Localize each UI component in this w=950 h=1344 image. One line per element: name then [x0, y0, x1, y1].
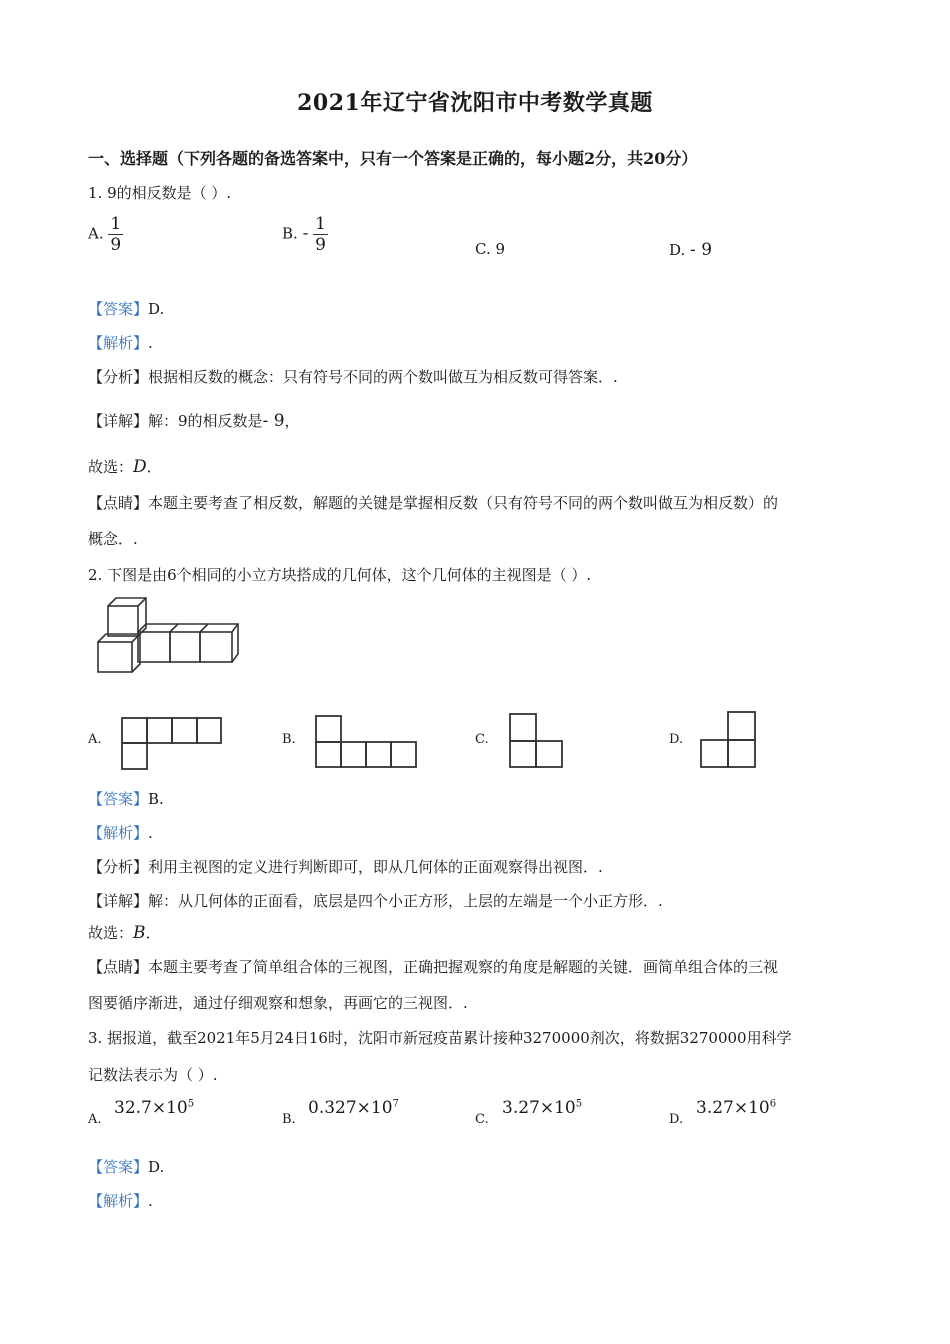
q2-option-c-figure [508, 712, 566, 770]
q1-detail: 【详解】解：9的相反数是- 9， [88, 411, 300, 431]
q3-option-a: $32.7\times 10^5$ [114, 1098, 195, 1118]
q3-stem: 3. 据报道，截至2021年5月24日16时，沈阳市新冠疫苗累计接种3270000剂次，将数据3270000用科学 [88, 1029, 792, 1047]
q1-comment: 【点睛】本题主要考查了相反数，解题的关键是掌握相反数（只有符号不同的两个数叫做互为相反数）的 [88, 494, 779, 512]
q2-option-b-figure [314, 714, 420, 770]
q1-stem: 1. 9的相反数是（ ）. [88, 184, 232, 202]
q2-answer: 【答案】B. [88, 790, 164, 808]
page-title: 2021年辽宁省沈阳市中考数学真题 [297, 90, 653, 116]
q2-option-a-label: A. [88, 732, 102, 747]
q2-comment-cont: 图要循序渐进，通过仔细观察和想象，再画它的三视图．. [88, 994, 468, 1012]
q2-option-c-label: C. [475, 732, 489, 747]
q2-option-b-label: B. [282, 732, 296, 747]
q1-analysis: 【解析】. [88, 334, 153, 352]
q1-option-d: D. - 9 [669, 240, 713, 260]
q2-comment: 【点睛】本题主要考查了简单组合体的三视图，正确把握观察的角度是解题的关键．画简单组合体的三视 [88, 958, 779, 976]
q3-option-d-label: D. [669, 1112, 684, 1127]
q2-option-d-label: D. [669, 732, 684, 747]
q1-option-a-fraction: $\frac{1}{9}$ [110, 214, 122, 255]
q3-option-a-label: A. [88, 1112, 102, 1127]
q2-stem: 2. 下图是由6个相同的小立方块搭成的几何体，这个几何体的主视图是（ ）. [88, 566, 592, 584]
q3-option-d: $3.27\times 10^6$ [696, 1098, 777, 1118]
q3-option-b: $0.327\times 10^7$ [308, 1098, 399, 1118]
q2-fenxi: 【分析】利用主视图的定义进行判断即可，即从几何体的正面观察得出视图．. [88, 858, 603, 876]
q2-choice: 故选：B． [88, 923, 161, 943]
q3-answer: 【答案】D. [88, 1158, 165, 1176]
q3-option-b-label: B. [282, 1112, 296, 1127]
q1-option-b: B. - $\frac{1}{9}$ [282, 214, 326, 255]
q2-option-a-figure [120, 716, 224, 772]
q3-option-c: $3.27\times 10^5$ [502, 1098, 583, 1118]
q1-option-c: C. 9 [475, 240, 506, 258]
q3-analysis: 【解析】. [88, 1192, 153, 1210]
q2-detail: 【详解】解：从几何体的正面看，底层是四个小正方形，上层的左端是一个小正方形．. [88, 892, 663, 910]
section-heading: 一、选择题（下列各题的备选答案中，只有一个答案是正确的，每小题2分，共20分） [88, 149, 698, 168]
q1-fenxi: 【分析】根据相反数的概念：只有符号不同的两个数叫做互为相反数可得答案．. [88, 368, 618, 386]
q2-cube-figure [96, 596, 246, 676]
q2-analysis: 【解析】. [88, 824, 153, 842]
q2-option-d-figure [699, 710, 759, 770]
q3-option-c-label: C. [475, 1112, 489, 1127]
q1-choice: 故选：D． [88, 457, 162, 477]
q1-answer: 【答案】D. [88, 300, 165, 318]
q1-option-a: A. $\frac{1}{9}$ [88, 214, 122, 255]
q3-stem-cont: 记数法表示为（ ）. [88, 1066, 218, 1084]
q1-comment-cont: 概念．. [88, 530, 138, 548]
q1-option-b-fraction: $\frac{1}{9}$ [315, 214, 326, 255]
